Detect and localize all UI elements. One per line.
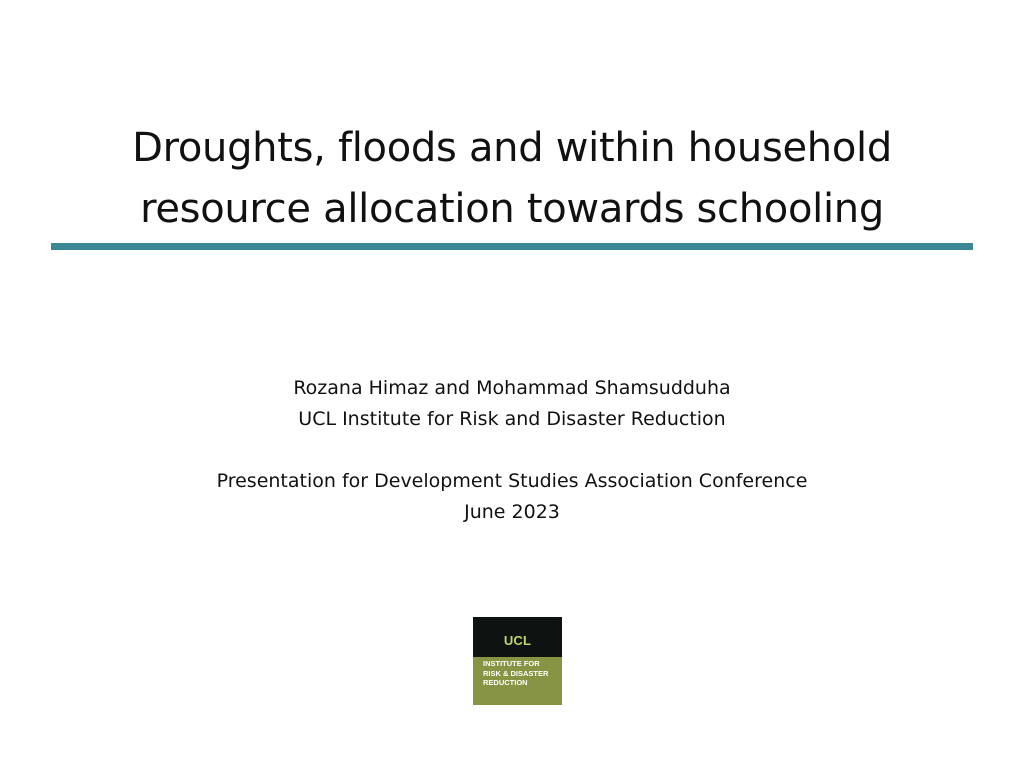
- affiliation: UCL Institute for Risk and Disaster Reduction: [298, 408, 726, 430]
- ucl-wordmark: UCL: [503, 633, 532, 648]
- title-line-2: resource allocation towards schooling: [140, 186, 884, 232]
- logo-line-3: REDUCTION: [483, 678, 528, 687]
- slide-title: [52, 118, 972, 240]
- title-line-1: Droughts, floods and within household: [132, 125, 892, 171]
- logo-line-2: RISK & DISASTER: [483, 668, 549, 678]
- logo-text: [483, 659, 548, 688]
- event: Presentation for Development Studies Association Conference: [216, 470, 808, 492]
- title-divider: [51, 243, 973, 250]
- ucl-irdr-logo: [473, 617, 562, 705]
- date: June 2023: [464, 501, 560, 523]
- subtitle-block: [80, 373, 944, 528]
- logo-bottom-panel: [473, 657, 562, 705]
- logo-line-1: INSTITUTE FOR: [483, 659, 540, 668]
- authors: Rozana Himaz and Mohammad Shamsudduha: [293, 377, 731, 399]
- spacer: [80, 435, 944, 466]
- logo-top-panel: [473, 617, 562, 657]
